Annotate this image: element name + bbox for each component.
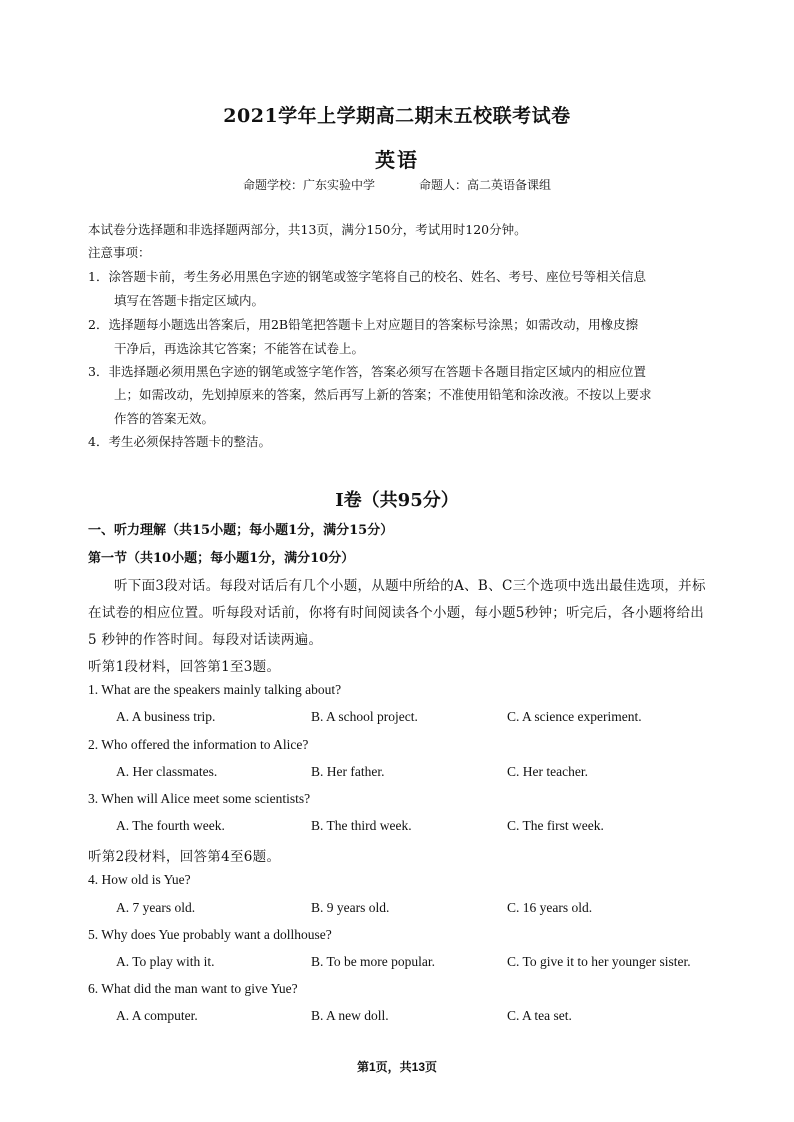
notice-line: 上；如需改动，先划掉原来的答案，然后再写上新的答案；不准使用铅笔和涂改液。不按以上要求: [114, 387, 652, 402]
page-footer: 第1页，共13页: [356, 1060, 438, 1074]
option-c: C. The first week.: [507, 818, 604, 833]
notice-line: 干净后，再选涂其它答案；不能答在试卷上。: [114, 341, 365, 356]
notice-line: 作答的答案无效。: [114, 411, 215, 426]
option-c: C. 16 years old.: [507, 900, 593, 915]
material-heading: 听第1段材料，回答第1至3题。: [88, 659, 281, 675]
exam-subject: 英语: [375, 148, 419, 172]
question-text: 4. How old is Yue?: [88, 872, 191, 887]
option-a: A. 7 years old.: [116, 900, 196, 915]
instruction-line: 5 秒钟的作答时间。每段对话读两遍。: [88, 632, 323, 648]
setter-author: 命题人：高二英语备课组: [419, 178, 552, 192]
notice-line: 填写在答题卡指定区域内。: [114, 293, 265, 308]
notice-title: 注意事项：: [88, 245, 151, 260]
notice-line: 3．非选择题必须用黑色字迹的钢笔或签字笔作答，答案必须写在答题卡各题目指定区域内的相应位置: [88, 364, 646, 379]
option-b: B. A new doll.: [311, 1008, 389, 1023]
option-b: B. 9 years old.: [311, 900, 390, 915]
exam-title: 2021学年上学期高二期末五校联考试卷: [223, 105, 571, 127]
notice-line: 4．考生必须保持答题卡的整洁。: [88, 434, 271, 449]
question-text: 2. Who offered the information to Alice?: [88, 737, 309, 752]
option-a: A. To play with it.: [116, 954, 215, 969]
option-c: C. To give it to her younger sister.: [507, 954, 691, 969]
instruction-line: 听下面3段对话。每段对话后有几个小题，从题中所给的A、B、C三个选项中选出最佳选项，并标: [114, 578, 706, 594]
option-b: B. To be more popular.: [311, 954, 436, 969]
option-c: C. A tea set.: [507, 1008, 572, 1023]
instruction-line: 在试卷的相应位置。听每段对话前，你将有时间阅读各个小题，每小题5秒钟；听完后，各小题将给出: [88, 605, 705, 621]
option-a: A. A computer.: [116, 1008, 198, 1023]
exam-meta: [0, 176, 794, 193]
option-c: C. A science experiment.: [507, 709, 642, 724]
option-a: A. The fourth week.: [116, 818, 225, 833]
notice-line: 1．涂答题卡前，考生务必用黑色字迹的钢笔或签字笔将自己的校名、姓名、考号、座位号等相关信息: [88, 269, 646, 284]
option-a: A. Her classmates.: [116, 764, 218, 779]
question-text: 6. What did the man want to give Yue?: [88, 981, 298, 996]
notice-line: 2．选择题每小题选出答案后，用2B铅笔把答题卡上对应题目的答案标号涂黑；如需改动，用橡皮擦: [88, 317, 639, 332]
question-text: 1. What are the speakers mainly talking about?: [88, 682, 342, 697]
section-subtitle: 第一节（共10小题；每小题1分，满分10分）: [88, 551, 355, 566]
setter-school: 命题学校：广东实验中学: [242, 178, 375, 192]
exam-intro: 本试卷分选择题和非选择题两部分，共13页，满分150分，考试用时120分钟。: [88, 222, 527, 237]
question-text: 3. When will Alice meet some scientists?: [88, 791, 311, 806]
part-title: 一、听力理解（共15小题；每小题1分，满分15分）: [88, 523, 394, 538]
section-title: I卷（共95分）: [335, 490, 459, 511]
option-b: B. The third week.: [311, 818, 412, 833]
material-heading: 听第2段材料，回答第4至6题。: [88, 849, 281, 865]
option-a: A. A business trip.: [116, 709, 216, 724]
question-text: 5. Why does Yue probably want a dollhouse?: [88, 927, 332, 942]
option-b: B. A school project.: [311, 709, 418, 724]
option-b: B. Her father.: [311, 764, 385, 779]
option-c: C. Her teacher.: [507, 764, 588, 779]
